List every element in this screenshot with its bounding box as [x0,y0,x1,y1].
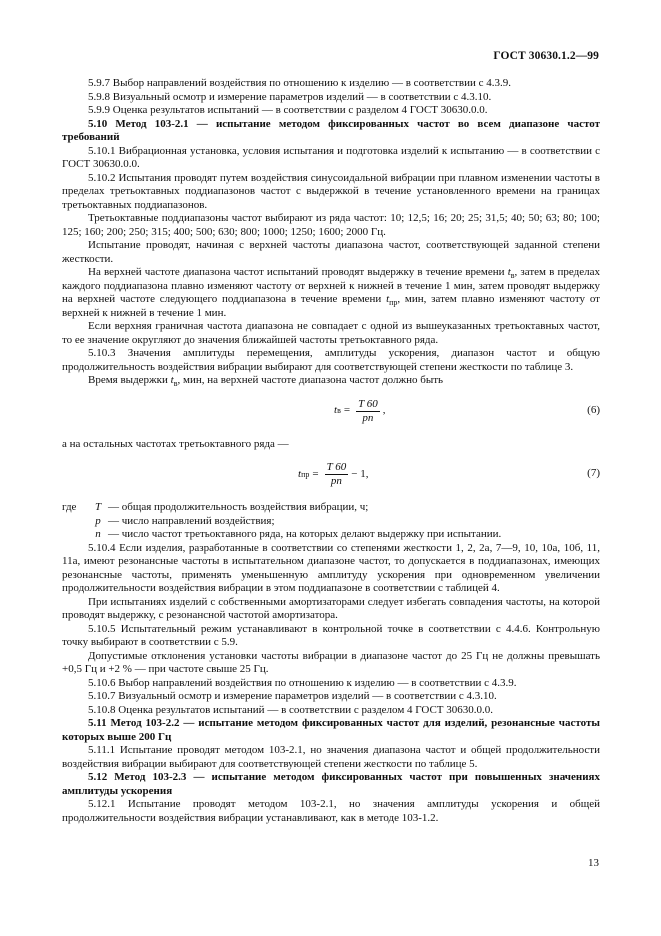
symbol-t: t [298,467,302,480]
paragraph-5-9-9: 5.9.9 Оценка результатов испытаний — в соответствии с разделом 4 ГОСТ 30630.0.0. [88,104,488,116]
formula-6 [62,394,600,432]
definition-symbol: p [95,514,101,527]
paragraph-5-12-1: 5.12.1 Испытание проводят методом 103-2.1, но значения амплитуды ускорения и общей продолжительности воздействия вибрации устанавливают, как в методе 103-1.2. [62,798,600,824]
document-body [62,77,600,825]
paragraph-shock-absorbers: При испытаниях изделий с собственными амортизаторами следует избегать совпадения частоты, на которой проводят выдержку, с резонансной частотой амортизатора. [62,595,600,621]
page-number: 13 [588,857,599,869]
paragraph-5-9-8: 5.9.8 Визуальный осмотр и измерение параметров изделий — в соответствии с 4.3.10. [88,90,492,103]
definition-symbol: n [95,528,101,540]
symbol-definitions [62,501,600,542]
paragraph-test-start: Испытание проводят, начиная с верхней частоты диапазона частот, соответствующей заданной степени жесткости. [62,239,600,265]
fraction-numerator: T 60 [358,397,378,410]
equals-sign: = [343,404,351,417]
paragraph-5-10-1: 5.10.1 Вибрационная установка, условия испытания и подготовка изделий к испытанию — в соответствии с ГОСТ 30630.0.0. [62,144,600,170]
section-heading-5-11: 5.11 Метод 103-2.2 — испытание методом фиксированных частот для изделий, резонансные частоты которых выше 200 Гц [62,717,600,743]
symbol-t: t [386,293,390,305]
paragraph-5-10-2: 5.10.2 Испытания проводят путем воздействия синусоидальной вибрации при плавном изменении частоты в пределах третьоктавных поддиапазонов частот с выдержкой в течение установленного времени на границах третьоктавных поддиапазонов. [62,171,600,211]
subscript-pr: пр [389,298,398,308]
formula-suffix: , [382,404,386,417]
text-fragment: На верхней частоте диапазона частот испытаний проводят выдержку в течение времени [88,266,508,278]
fraction-denominator: pn [362,411,374,424]
text-fragment: , затем в пределах каждого поддиапазона плавно изменяют частоту от верхней к нижней в течение 1 мин, затем проводят выдержку на верхней частоте следующего поддиапазона в течение времени [62,266,600,305]
where-label: где [62,501,77,513]
symbol-t: t [507,266,511,278]
text-fragment: , мин, затем плавно изменяют частоту от верхней к нижней в течение 1 мин. [62,293,600,319]
formula-6-expression: t в = $\frac{T 60}{pn}$ , [334,397,386,424]
formula-number: (6) [587,403,600,416]
text-fragment: , мин, на верхней частоте диапазона частот должно быть [177,374,444,386]
paragraph-5-10-7: 5.10.7 Визуальный осмотр и измерение параметров изделий — в соответствии с 4.3.10. [88,690,497,702]
paragraph-dwell-time [62,374,600,388]
paragraph-5-9-7: 5.9.7 Выбор направлений воздействия по отношению к изделию — в соответствии с 4.3.9. [88,77,511,89]
paragraph-5-10-8: 5.10.8 Оценка результатов испытаний — в соответствии с разделом 4 ГОСТ 30630.0.0. [88,703,494,716]
paragraph-tolerances: Допустимые отклонения установки частоты вибрации в диапазоне частот до 25 Гц не должны превышать +0,5 Гц и +2 % — при частоте свыше 25 Гц. [62,649,600,675]
fraction-denominator: pn [330,475,342,487]
formula-number: (7) [587,467,600,479]
fraction [356,398,380,425]
formula-suffix: − 1, [351,467,369,480]
document-header: ГОСТ 30630.1.2—99 [493,50,599,62]
definition-text: — общая продолжительность воздействия вибрации, ч; [108,501,369,513]
paragraph-5-10-4: 5.10.4 Если изделия, разработанные в соответствии со степенями жесткости 1, 2, 2а, 7—9, 10, 10а, 10б, 11, 11а, имеют резонансные частоты в испытательном диапазоне частот, то допускается в поддиапазонах, имеющих резонансные частоты, применять уменьшенную амплитуду ускорения при одновременном увеличении продолжительности воздействия вибрации в этом поддиапазоне в соответствии с таблицей 4. [62,541,600,594]
definition-text: — число частот третьоктавного ряда, на которых делают выдержку при испытании. [108,528,502,540]
subscript-v: в [510,271,515,281]
subscript-v: в [173,379,178,389]
section-heading-5-12: 5.12 Метод 103-2.3 — испытание методом фиксированных частот при повышенных значениях амплитуды ускорения [62,771,600,797]
section-heading-5-10: 5.10 Метод 103-2.1 — испытание методом фиксированных частот во всем диапазоне частот требований [62,117,600,143]
text-fragment: Время выдержки [88,374,171,386]
symbol-t: t [170,374,174,386]
paragraph-other-frequencies: а на остальных частотах третьоктавного ряда — [62,437,289,450]
formula-7 [62,457,600,495]
paragraph-frequency-series: Третьоктавные поддиапазоны частот выбирают из ряда частот: 10; 12,5; 16; 20; 25; 31,5; 40; 50; 63; 80; 100; 125; 160; 200; 250; 315; 400; 500; 630; 800; 1000; 1250; 1600; 2000 Гц. [62,212,600,238]
paragraph-upper-frequency [62,266,600,320]
paragraph-5-11-1: 5.11.1 Испытание проводят методом 103-2.1, но значения диапазона частот и общей продолжительности воздействия вибрации выбирают для соответствующей степени жесткости по таблице 5. [62,744,600,770]
paragraph-5-10-5: 5.10.5 Испытательный режим устанавливают в контрольной точке в соответствии с 4.4.6. Контрольную точку выбирают в соответствии с 5.9. [62,622,600,648]
definition-text: — число направлений воздействия; [108,514,275,527]
equals-sign: = [312,467,319,480]
paragraph-5-10-6: 5.10.6 Выбор направлений воздействия по отношению к изделию — в соответствии с 4.3.9. [88,676,517,689]
symbol-t: t [334,404,338,417]
formula-7-expression: t пр = $\frac{T 60}{pn}$ − 1, [298,461,369,487]
paragraph-5-10-3: 5.10.3 Значения амплитуды перемещения, амплитуды ускорения, диапазон частот и общую продолжительность воздействия вибрации выбирают для соответствующей степени жесткости по таблице 3. [62,347,600,373]
definition-symbol: T [94,501,102,513]
fraction-numerator: T 60 [326,461,347,473]
fraction [325,461,349,488]
paragraph-rounding: Если верхняя граничная частота диапазона не совпадает с одной из вышеуказанных третьоктавных частот, то ее значение округляют до значения ближайшей частоты третьоктавного ряда. [62,320,600,346]
